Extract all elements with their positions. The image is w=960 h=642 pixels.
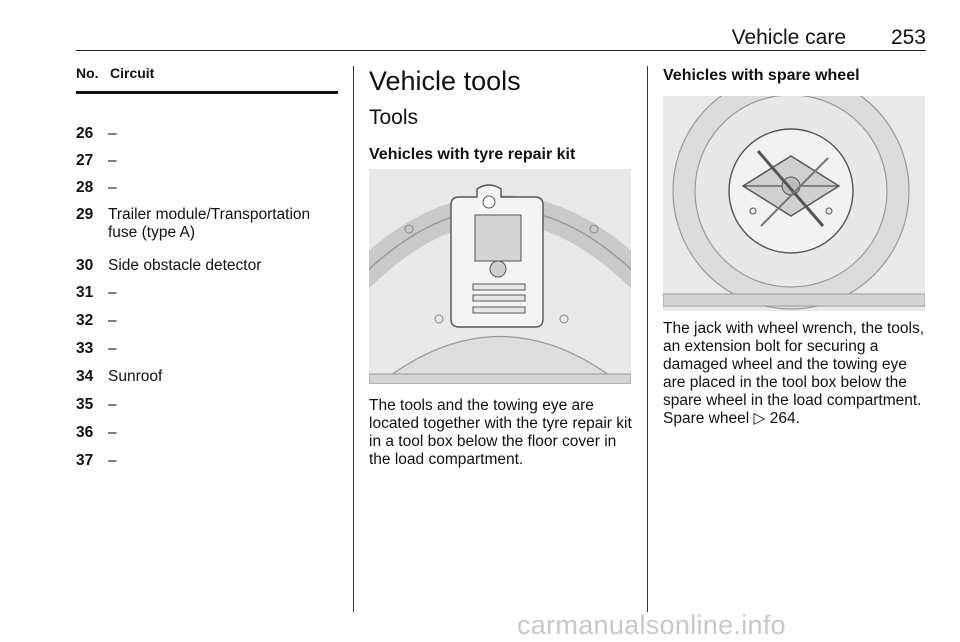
spare-wheel-paragraph — [663, 320, 928, 428]
column-divider — [353, 66, 354, 612]
table-row — [76, 206, 338, 242]
spare-wheel-section — [663, 66, 928, 427]
fuse-circuit: – — [108, 152, 117, 169]
table-header — [76, 65, 338, 87]
page-number: 253 — [890, 26, 926, 49]
column-divider — [647, 66, 648, 612]
repair-kit-heading: Vehicles with tyre repair kit — [369, 146, 576, 163]
fuse-number: 26 — [76, 125, 94, 142]
spare-wheel-jack-icon — [663, 96, 925, 311]
header-rule — [76, 50, 926, 51]
fuse-number: 30 — [76, 257, 94, 274]
arrow-reference-icon: ▷ — [753, 410, 766, 427]
table-row — [76, 125, 338, 143]
table-row — [76, 424, 338, 442]
fuse-number: 28 — [76, 179, 94, 196]
fuse-number: 29 — [76, 206, 94, 223]
fuse-circuit: – — [108, 125, 117, 142]
fuse-circuit: – — [108, 396, 117, 413]
tools-section — [369, 66, 634, 468]
fuse-circuit: – — [108, 284, 117, 301]
table-row — [76, 340, 338, 358]
tool-box-icon — [369, 169, 631, 384]
spare-wheel-illustration — [663, 96, 925, 311]
fuse-number: 31 — [76, 284, 94, 301]
fuse-number: 36 — [76, 424, 94, 441]
repair-kit-paragraph: The tools and the towing eye are located together with the tyre repair kit in a tool box below the floor cover in the load compartment. — [369, 397, 632, 468]
fuse-circuit: – — [108, 424, 117, 441]
page-header-title: Vehicle care — [731, 26, 846, 49]
fuse-circuit: – — [108, 312, 117, 329]
fuse-number: 35 — [76, 396, 94, 413]
fuse-number: 33 — [76, 340, 94, 357]
fuse-number: 27 — [76, 152, 94, 169]
fuse-circuit: – — [108, 179, 117, 196]
table-row — [76, 257, 338, 275]
table-row — [76, 284, 338, 302]
fuse-number: 37 — [76, 452, 94, 469]
table-header-rule — [76, 91, 338, 94]
spare-wheel-heading: Vehicles with spare wheel — [663, 67, 860, 84]
fuse-circuit: – — [108, 340, 117, 357]
fuse-number: 34 — [76, 368, 94, 385]
column-header-circuit: Circuit — [110, 65, 155, 81]
page-reference[interactable]: 264 — [769, 410, 796, 427]
watermark: carmanualsonline.info — [517, 610, 786, 640]
section-title: Vehicle tools — [369, 66, 521, 96]
fuse-number: 32 — [76, 312, 94, 329]
spare-wheel-text-end: . — [795, 410, 800, 427]
fuse-circuit: Trailer module/Transportation fuse (type A) — [108, 206, 311, 241]
fuse-circuit: Sunroof — [108, 368, 163, 385]
fuse-table — [76, 65, 338, 469]
page-header — [76, 26, 926, 52]
table-row — [76, 368, 338, 386]
table-row — [76, 152, 338, 170]
table-row — [76, 312, 338, 330]
table-row — [76, 179, 338, 197]
column-header-no: No. — [76, 65, 99, 81]
table-row — [76, 396, 338, 414]
section-subtitle: Tools — [369, 106, 419, 129]
fuse-circuit: – — [108, 452, 117, 469]
fuse-circuit: Side obstacle detector — [108, 257, 262, 274]
spare-wheel-text: The jack with wheel wrench, the tools, an extension bolt for securing a damaged wheel and the towing eye are placed in the tool box below the spare wheel in the load compartment. Spare wheel — [663, 320, 925, 427]
table-row — [76, 452, 338, 470]
tyre-repair-kit-illustration — [369, 169, 631, 384]
